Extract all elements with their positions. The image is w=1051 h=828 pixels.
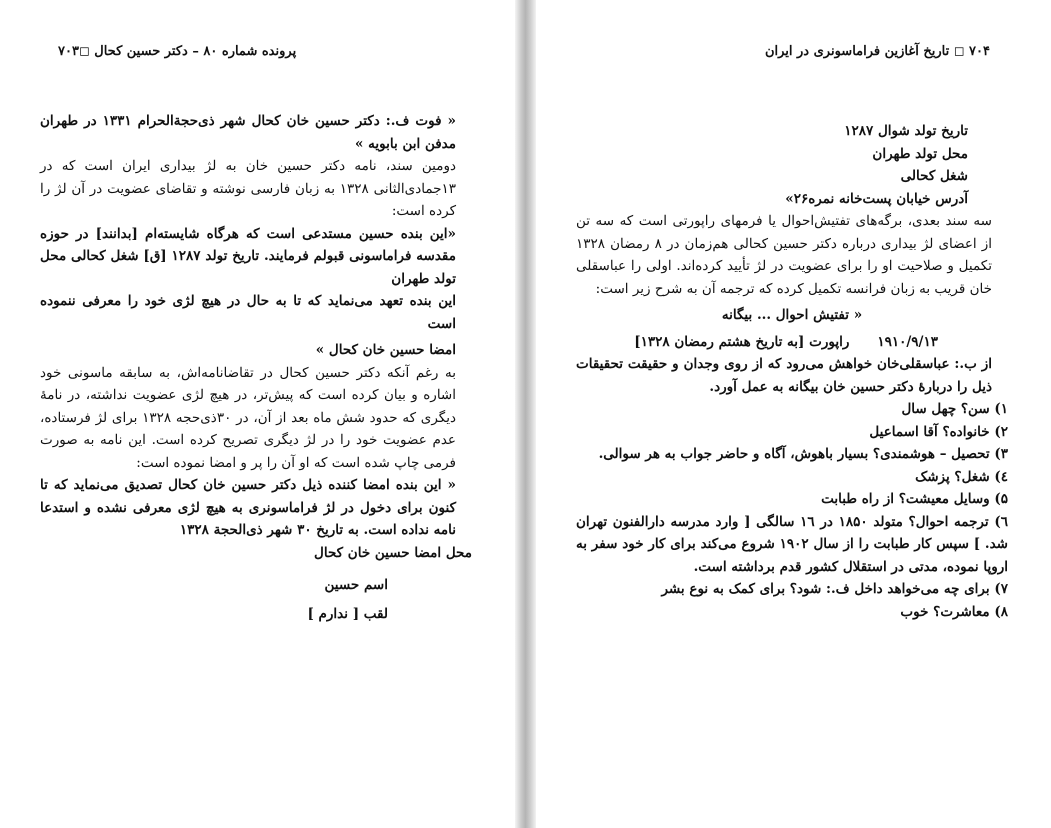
left-page: [0, 0, 515, 828]
quote-paragraph: این بنده تعهد می‌نماید که تا به حال در هیچ لژی خود را معرفی ننموده است: [40, 293, 456, 332]
list-item: ۲) خانواده؟ آقا اسماعیل: [869, 423, 1008, 440]
form-field: شغل کحالی: [900, 168, 968, 184]
running-head: ۷۰۴ ◻ تاریخ آغازین فراماسونری در ایران: [764, 44, 990, 59]
form-field: لقب [ ندارم ]: [307, 605, 388, 622]
quote-paragraph: « این بنده امضا کننده ذیل دکتر حسین خان کحال تصدیق می‌نماید که تا کنون برای دخول در لژ فراماسونری به هیچ لژی معرفی نشده و استدعا نامه نداده است. به تاریخ ۳۰ شهر ذی‌الحجة ۱۳۲۸: [40, 477, 456, 538]
list-item: ۷) برای چه می‌خواهد داخل ف.: شود؟ برای کمک به نوع بشر: [661, 581, 1008, 597]
signature-line: امضا حسین خان کحال »: [315, 342, 456, 358]
section-heading: « تفتیش احوال ... بیگانه: [721, 307, 863, 323]
list-item: ۸) معاشرت؟ خوب: [900, 603, 1008, 620]
right-page: [536, 0, 1051, 828]
paragraph: سه سند بعدی، برگه‌های تفتیش‌احوال یا فرمهای راپورتی است که سه تن از اعضای لژ بیداری درباره دکتر حسین کحالی هم‌زمان در ۸ رمضان ۱۳۲۸ تکمیل و صلاحیت او را برای عضویت در لژ تأیید کرده‌اند. اولی را عباسقلی خان قریب به زبان فرانسه تکمیل کرده که ترجمه آن به شرح زیر است:: [576, 213, 992, 297]
signature-line: محل امضا حسین خان کحال: [314, 544, 472, 561]
paragraph: به رغم آنکه دکتر حسین کحال در تقاضانامه‌اش، به سابقه ماسونی خود اشاره و بیان کرده است که پیش‌تر، در هیچ لژی عضویت نداشته، در نامهٔ دیگری که حدود شش ماه بعد از آن، در ۳۰ذی‌حجه ۱۳۲۸ برای لژ فرستاده، عدم عضویت خود را در لژ دیگری تصریح کرده است. این نامه به صورت فرمی چاپ شده است که او آن را پر و امضا نموده است:: [40, 364, 457, 471]
report-title: راپورت [به تاریخ هشتم رمضان ۱۳۲۸]: [634, 333, 850, 350]
form-field: اسم حسین: [324, 577, 388, 593]
list-item: ۵) وسایل معیشت؟ از راه طبابت: [821, 491, 1008, 507]
form-field: تاریخ تولد شوال ۱۲۸۷: [844, 123, 968, 139]
running-head: پرونده شماره ۸۰ – دکتر حسین کحال ◻۷۰۳: [58, 44, 297, 59]
report-header: [576, 331, 1008, 354]
paragraph: « فوت ف.: دکتر حسین خان کحال شهر ذی‌حجةالحرام ۱۳۳۱ در طهران مدفن ابن بابویه »: [40, 113, 456, 152]
list-item: ۱) سن؟ چهل سال: [901, 401, 1008, 417]
page-body: [40, 110, 472, 625]
quote-paragraph: «این بنده حسین مستدعی است که هرگاه شایسته‌ام [بدانند] در حوزه مقدسه فراماسونی قبولم فرمایند. تاریخ تولد ۱۲۸۷ [ق] شغل کحالی محل تولد طهران: [40, 225, 456, 287]
book-gutter: [515, 0, 536, 828]
report-date: ۱۹۱۰/۹/۱۳: [877, 333, 938, 350]
paragraph: دومین سند، نامه دکتر حسین خان به لژ بیداری ایران است که در ۱۳جمادی‌الثانی ۱۳۲۸ به زبان فارسی نوشته و تقاضای عضویت در آن لژ را کرده است:: [40, 158, 456, 219]
list-item: ٤) شغل؟ پزشک: [915, 468, 1008, 485]
page-body: [576, 120, 1008, 623]
paragraph: از ب.: عباسقلی‌خان خواهش می‌رود که از روی وجدان و حقیقت تحقیقات ذیل را دربارهٔ دکتر حسین خان بیگانه به عمل آورد.: [576, 356, 992, 395]
list-item: ۳) تحصیل – هوشمندی؟ بسیار باهوش، آگاه و حاضر جواب به هر سوالی.: [598, 446, 1008, 462]
form-field: آدرس خیابان پست‌خانه نمره۲۶»: [785, 190, 968, 207]
form-field: محل تولد طهران: [872, 145, 968, 162]
list-item: ٦) ترجمه احوال؟ متولد ۱۸۵۰ در ۱٦ سالگی [ وارد مدرسه دارالفنون تهران شد. ] سپس کار طبابت را از سال ۱۹۰۲ شروع می‌کند برای کار خود سفر به اروپا نموده، مدتی در استقلال کشور قدم برداشته است.: [576, 513, 1008, 575]
